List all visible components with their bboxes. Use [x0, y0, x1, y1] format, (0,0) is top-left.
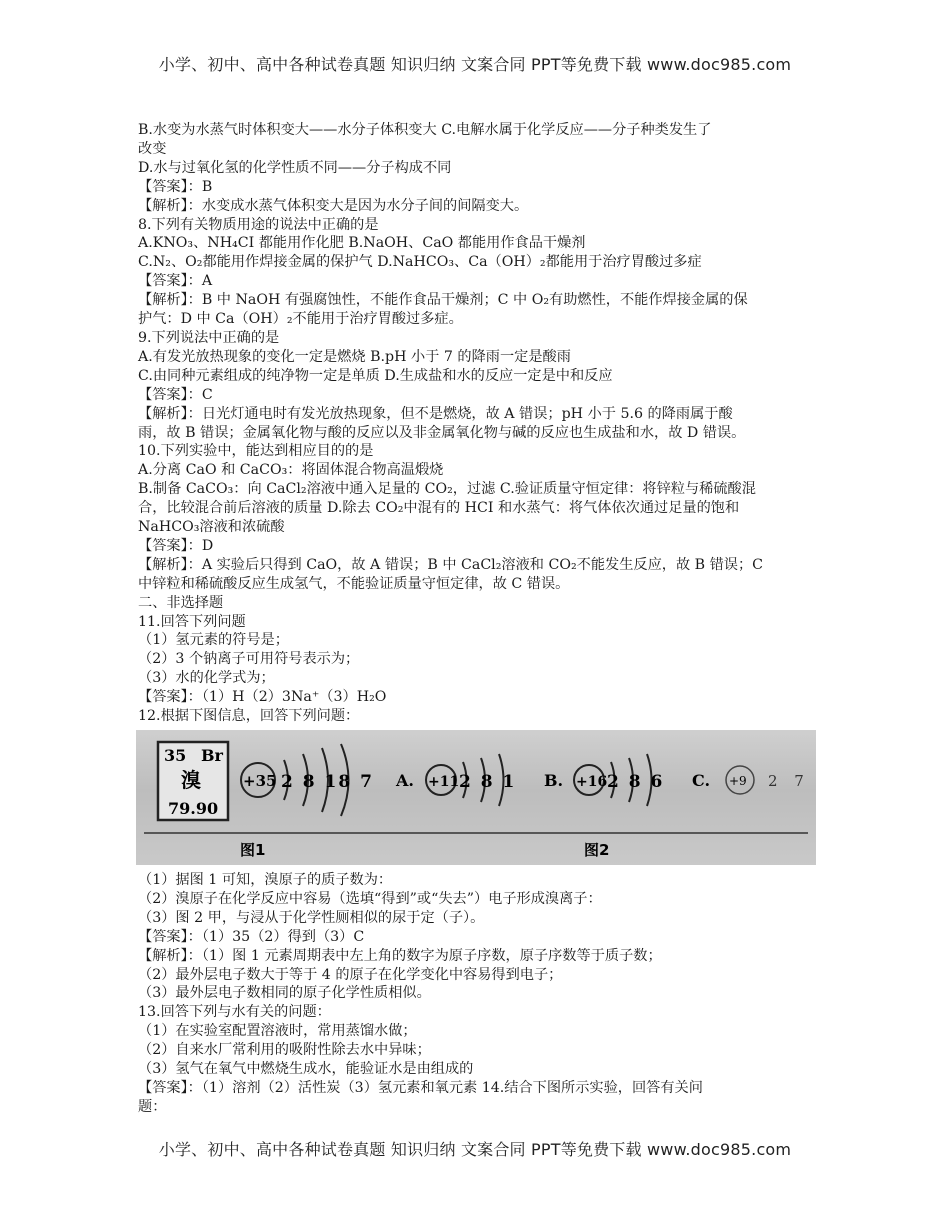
- a-nucleus-charge: +11: [428, 774, 460, 790]
- document-line: 二、非选择题: [138, 594, 224, 611]
- text-block-after-figure: [138, 871, 818, 1117]
- document-line: 【答案】：D: [138, 537, 214, 554]
- element-mass: 79.90: [168, 799, 219, 818]
- element-symbol: Br: [201, 746, 223, 765]
- atom-structure-figure: [136, 730, 816, 865]
- document-line: 【答案】：B: [138, 178, 213, 195]
- page-footer: 小学、初中、高中各种试卷真题 知识归纳 文案合同 PPT等免费下载 www.doc985.com: [158, 1140, 792, 1159]
- document-line: C.N₂、O₂都能用作焊接金属的保护气 D.NaHCO₃、Ca（OH）₂都能用于治疗胃酸过多症: [138, 254, 702, 271]
- document-line: 【解析】：B 中 NaOH 有强腐蚀性，不能作食品干燥剂；C 中 O₂有助燃性，不能作焊接金属的保: [138, 292, 748, 309]
- document-line: （1）在实验室配置溶液时，常用蒸馏水做；: [138, 1023, 417, 1040]
- document-line: （1）据图 1 可知，溴原子的质子数为：: [138, 872, 393, 888]
- element-number: 35: [164, 746, 187, 765]
- figure-caption-2: 图2: [584, 841, 610, 859]
- document-line: 10.下列实验中，能达到相应目的的是: [138, 443, 374, 460]
- document-line: （3）最外层电子数相同的原子化学性质相似。: [138, 985, 431, 1002]
- document-line: （2）溴原子在化学反应中容易（选填“得到”或“失去”）电子形成溴离子：: [138, 890, 602, 907]
- document-line: 8.下列有关物质用途的说法中正确的是: [138, 216, 379, 233]
- document-line: A.分离 CaO 和 CaCO₃：将固体混合物高温煅烧: [138, 462, 444, 479]
- document-line: （2）自来水厂常利用的吸附性除去水中异味；: [138, 1042, 431, 1059]
- document-line: 【答案】：C: [138, 386, 213, 403]
- document-line: B.水变为水蒸气时体积变大——水分子体积变大 C.电解水属于化学反应——分子种类发生了: [138, 122, 712, 138]
- document-line: （3）水的化学式为；: [138, 670, 275, 687]
- document-line: C.由同种元素组成的纯净物一定是单质 D.生成盐和水的反应一定是中和反应: [138, 367, 613, 384]
- br-shell-electrons: 2 8 18 7: [281, 772, 374, 792]
- page-header: 小学、初中、高中各种试卷真题 知识归纳 文案合同 PPT等免费下载 www.doc985.com: [158, 55, 792, 74]
- document-line: 【解析】：水变成水蒸气体积变大是因为水分子间的间隔变大。: [138, 197, 529, 214]
- figure-caption-1: 图1: [240, 841, 266, 859]
- document-line: （3）图 2 甲，与浸从于化学性厕相似的尿于定（子）。: [138, 909, 485, 926]
- document-line: 11.回答下列问题: [138, 613, 246, 630]
- option-b-label: B.: [544, 771, 564, 790]
- document-line: 题：: [138, 1098, 167, 1115]
- document-line: 【解析】：（1）图 1 元素周期表中左上角的数字为原子序数，原子序数等于质子数；: [138, 947, 662, 964]
- document-line: B.制备 CaCO₃：向 CaCl₂溶液中通入足量的 CO₂，过滤 C.验证质量守恒定律：将锌粒与稀硫酸混: [138, 481, 756, 498]
- document-line: D.水与过氧化氢的化学性质不同——分子构成不同: [138, 159, 452, 176]
- option-c-label: C.: [692, 771, 711, 790]
- b-nucleus-charge: +16: [576, 774, 608, 790]
- document-line: NaHCO₃溶液和浓硫酸: [138, 519, 285, 536]
- document-line: A.KNO₃、NH₄CI 都能用作化肥 B.NaOH、CaO 都能用作食品干燥剂: [138, 235, 586, 252]
- document-line: 【答案】：A: [138, 273, 213, 290]
- option-a-label: A.: [396, 771, 414, 790]
- document-line: （1）氢元素的符号是；: [138, 632, 289, 649]
- document-line: 13.回答下列与水有关的问题：: [138, 1004, 331, 1021]
- document-line: 【解析】：日光灯通电时有发光放热现象，但不是燃烧，故 A 错误；pH 小于 5.6 的降雨属于酸: [138, 405, 733, 422]
- c-shell-electrons: 2 7: [768, 772, 810, 790]
- element-name: 溴: [181, 768, 201, 792]
- document-line: 中锌粒和稀硫酸反应生成氢气，不能验证质量守恒定律，故 C 错误。: [138, 575, 570, 592]
- document-line: 【解析】：A 实验后只得到 CaO，故 A 错误；B 中 CaCl₂溶液和 CO₂不能发生反应，故 B 错误；C: [138, 556, 764, 573]
- document-line: 改变: [138, 140, 167, 157]
- c-nucleus-charge: +9: [729, 774, 747, 788]
- document-line: （3）氢气在氧气中燃烧生成水，能验证水是由组成的: [138, 1061, 474, 1078]
- text-block-before-figure: [138, 121, 818, 726]
- document-line: （2）最外层电子数大于等于 4 的原子在化学变化中容易得到电子；: [138, 966, 563, 983]
- document-line: （2）3 个钠离子可用符号表示为；: [138, 651, 360, 668]
- a-shell-electrons: 2 8 1: [459, 772, 517, 792]
- document-line: 雨，故 B 错误；金属氧化物与酸的反应以及非金属氧化物与碱的反应也生成盐和水，故 D 错误。: [138, 424, 746, 441]
- br-nucleus-charge: +35: [243, 772, 277, 790]
- document-line: 12.根据下图信息，回答下列问题：: [138, 708, 360, 725]
- document-line: 【答案】：（1）35（2）得到（3）C: [138, 928, 365, 945]
- document-line: A.有发光放热现象的变化一定是燃烧 B.pH 小于 7 的降雨一定是酸雨: [138, 348, 571, 365]
- b-shell-electrons: 2 8 6: [607, 772, 665, 792]
- document-line: 护气：D 中 Ca（OH）₂不能用于治疗胃酸过多症。: [138, 311, 463, 328]
- document-line: 9.下列说法中正确的是: [138, 329, 280, 346]
- document-line: 【答案】：（1）H（2）3Na⁺（3）H₂O: [138, 689, 387, 706]
- document-line: 【答案】：（1）溶剂（2）活性炭（3）氢元素和氧元素 14.结合下图所示实验，回答有关问: [138, 1079, 703, 1096]
- document-line: 合，比较混合前后溶液的质量 D.除去 CO₂中混有的 HCI 和水蒸气：将气体依次通过足量的饱和: [138, 500, 740, 517]
- document-body: [138, 121, 818, 1117]
- atom-diagram-svg: [136, 730, 816, 865]
